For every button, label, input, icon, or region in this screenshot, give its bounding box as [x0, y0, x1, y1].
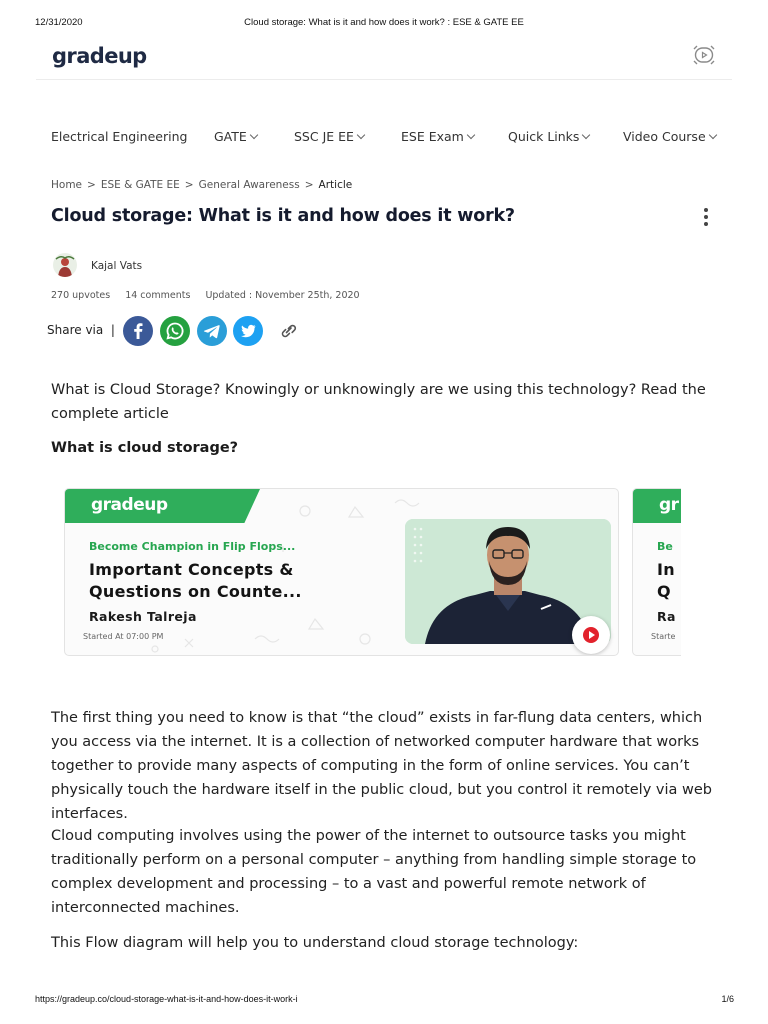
- card-title-line1: In: [657, 560, 675, 579]
- card-brand-logo: gradeup: [91, 495, 168, 515]
- chevron-down-icon: [467, 131, 475, 139]
- author-avatar[interactable]: [53, 253, 77, 277]
- section-heading: What is cloud storage?: [51, 440, 239, 456]
- share-label: Share via |: [47, 323, 115, 337]
- nav-item-ese-exam[interactable]: ESE Exam: [401, 129, 474, 144]
- print-header: [0, 17, 768, 31]
- breadcrumb-article: Article: [318, 179, 353, 191]
- video-play-icon[interactable]: [692, 43, 716, 67]
- whatsapp-icon[interactable]: [160, 316, 190, 346]
- article-intro: What is Cloud Storage? Knowingly or unknowingly are we using this technology? Read the complete article: [51, 382, 706, 422]
- gradeup-logo[interactable]: gradeup: [52, 44, 147, 68]
- nav-item-quick-links[interactable]: Quick Links: [508, 129, 589, 144]
- card-series-title: Become Champion in Flip Flops...: [89, 540, 296, 553]
- article-paragraph: This Flow diagram will help you to understand cloud storage technology:: [51, 935, 579, 951]
- card-brand-logo: gr: [659, 495, 679, 515]
- card-title-line2: Q: [657, 582, 671, 601]
- nav-item-gate[interactable]: GATE: [214, 129, 257, 144]
- article-meta: [51, 290, 372, 301]
- card-title-line1: Important Concepts &: [89, 560, 294, 579]
- breadcrumb-home[interactable]: Home: [51, 179, 83, 191]
- video-course-card[interactable]: [64, 488, 619, 656]
- print-page-number: 1/6: [721, 994, 734, 1004]
- breadcrumb-general-awareness[interactable]: General Awareness: [198, 179, 300, 191]
- share-bar: [47, 316, 317, 346]
- article-paragraph: Cloud computing involves using the power of the internet to outsource tasks you might traditionally perform on a personal computer – anything from handling simple storage to complex development and processing – to a vast and powerful remote network of interconnected machines.: [51, 828, 697, 916]
- facebook-icon[interactable]: [123, 316, 153, 346]
- chevron-down-icon: [708, 131, 716, 139]
- play-button-icon[interactable]: [572, 616, 610, 654]
- breadcrumb: Home > ESE & GATE EE > General Awareness > Article: [51, 179, 353, 191]
- card-start-time: Started At 07:00 PM: [83, 632, 164, 641]
- print-title: Cloud storage: What is it and how does it work? : ESE & GATE EE: [244, 17, 524, 28]
- card-series-title: Be: [657, 540, 673, 553]
- upvote-count: 270 upvotes: [51, 290, 111, 301]
- print-url: https://gradeup.co/cloud-storage-what-is-it-and-how-does-it-work-i: [35, 994, 298, 1004]
- card-start-time: Starte: [651, 632, 676, 641]
- author-name[interactable]: Kajal Vats: [91, 260, 143, 272]
- chevron-down-icon: [357, 131, 365, 139]
- breadcrumb-ese-gate-ee[interactable]: ESE & GATE EE: [100, 179, 180, 191]
- video-course-card[interactable]: [632, 488, 681, 656]
- article-paragraph: The first thing you need to know is that “the cloud” exists in far-flung data centers, which you access via the internet. It is a collection of networked computer hardware that works together to provide many aspects of computing in the form of online services. You can’t physically touch the hardware itself in the public cloud, but you control it remotely via web interfaces.: [51, 710, 712, 822]
- card-title-line2: Questions on Counte...: [89, 582, 302, 601]
- updated-date: Updated : November 25th, 2020: [205, 290, 360, 301]
- print-date: 12/31/2020: [35, 17, 83, 28]
- card-teacher-name: Rakesh Talreja: [89, 609, 197, 624]
- comment-count[interactable]: 14 comments: [125, 290, 191, 301]
- video-course-carousel: [64, 488, 681, 658]
- chevron-down-icon: [250, 131, 258, 139]
- card-teacher-name: Ra: [657, 609, 676, 624]
- main-nav: [51, 129, 731, 147]
- nav-item-video-course[interactable]: Video Course: [623, 129, 716, 144]
- nav-item-electrical-engineering[interactable]: Electrical Engineering: [51, 129, 188, 144]
- site-header: [36, 40, 732, 80]
- twitter-icon[interactable]: [233, 316, 263, 346]
- nav-item-ssc-je-ee[interactable]: SSC JE EE: [294, 129, 364, 144]
- more-options-icon[interactable]: [703, 208, 709, 228]
- link-icon[interactable]: [273, 316, 303, 346]
- chevron-down-icon: [582, 131, 590, 139]
- article-title: Cloud storage: What is it and how does it work?: [51, 206, 515, 226]
- telegram-icon[interactable]: [197, 316, 227, 346]
